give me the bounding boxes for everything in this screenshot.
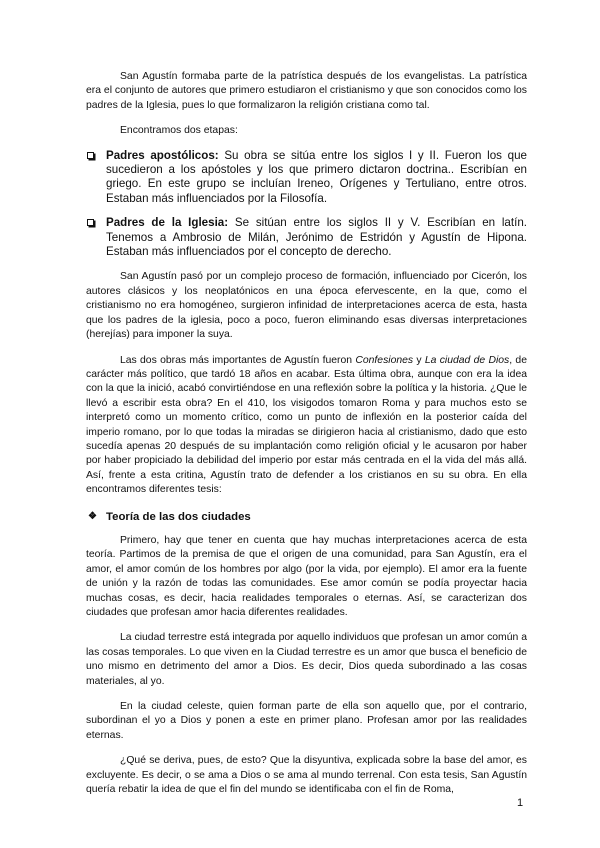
section-heading-text: Teoría de las dos ciudades (106, 510, 251, 523)
stage-title: Padres apostólicos: (106, 148, 219, 162)
stage-text: Su obra se sitúa entre los siglos I y II. Fueron los que sucedieron a los apóstoles y los que primero dictaron doctrina.. Escribían en griego. En este grupo se incluían Ireneo, Orígenes y Tertuliano, entre otros. Estaban más influenciados por la Filosofía. (106, 148, 527, 205)
earthly-city-paragraph: La ciudad terrestre está integrada por aquello individuos que profesan un amor común a las cosas temporales. Lo que viven en la Ciudad terrestre es un amor que busca el beneficio de uno mismo en detrimento del amor a Dios. Es decir, Dios queda subordinado a las cosas materiales, al yo. (86, 632, 527, 687)
conclusion-paragraph: ¿Qué se deriva, pues, de esto? Que la disyuntiva, explicada sobre la base del amor, es excluyente. Es decir, o se ama a Dios o se ama al mundo terrenal. Con esta tesis, San Agustín quería rebatir la idea de que el fin del mundo se identificaba con el fin de Roma, (86, 755, 527, 796)
stages-intro: Encontramos dos etapas: (120, 125, 238, 137)
works-text: , de carácter más político, que tardó 18 años en acabar. Esta última obra, aunque con era la idea con la que la inició, acabó convirtiéndose en una reflexión sobre la política y la historia. ¿Que le llevó a escribir esta obra? En el 410, los visigodos tomaron Roma y para muchos esto se interpretó como un momento crítico, como un punto de inflexión en la posterior caída del imperio romano, por lo que todas la miradas se dirigieron hacia al cristianismo, dado que esto sucedía apenas 20 después de su implantación como religión oficial y le acusaron por haber por haber propiciado la debilidad del imperio por estar más centrada en el la vida del más allá. Así, frente a esta critina, Agustín trato de defender a los cristianos en su su obra. En ella encontramos diferentes tesis: (86, 354, 527, 496)
theory-paragraph: Primero, hay que tener en cuenta que hay muchas interpretaciones acerca de esta teoría. Partimos de la premisa de que el origen de una comunidad, para San Agustín, era el amor, el amor común de los hombres por algo (por la vida, por ejemplo). El amor era la fuente de unión y la razón de todas las comunidades. Ese amor común se podía proyectar hacia muchas cosas, es decir, hacia realidades temporales o eternas. Así, se caracterizan dos ciudades que profesan amor hacia diferentes realidades. (86, 534, 527, 618)
works-paragraph (86, 354, 527, 498)
works-text: y (413, 354, 425, 366)
work-title-confesiones: Confesiones (355, 354, 414, 366)
section-heading (86, 510, 527, 524)
checkbox-bullet-icon (87, 219, 94, 226)
page-number: 1 (517, 797, 524, 809)
stage-item-apostolic (86, 149, 527, 207)
stage-text: Se sitúan entre los siglos II y V. Escribían en latín. Tenemos a Ambrosio de Milán, Jerónimo de Estridón y Agustín de Hipona. Estaban más influenciados por el concepto de derecho. (106, 216, 527, 259)
checkbox-bullet-icon (87, 152, 94, 159)
document-body (86, 70, 527, 797)
stage-item-church-fathers (86, 216, 527, 259)
formation-paragraph: San Agustín pasó por un complejo proceso de formación, influenciado por Cicerón, los autores clásicos y los neoplatónicos en una época efervescente, en la que, como el cristianismo no era homogéneo, surgieron infinidad de interpretaciones acerca de esta, hasta que los padres de la iglesia, poco a poco, fueron eliminando esas diversas interpretaciones (herejías) para imponer la suya. (86, 271, 527, 341)
intro-paragraph: San Agustín formaba parte de la patrística después de los evangelistas. La patrística era el conjunto de autores que primero estudiaron el cristianismo y que son conocidos como los padres de la Iglesia, pues lo que formalizaron la religión cristiana como tal. (86, 71, 527, 111)
heavenly-city-paragraph: En la ciudad celeste, quien forman parte de ella son aquello que, por el contrario, subordinan el yo a Dios y ponen a este en primer plano. Profesan amor por las realidades eternas. (86, 701, 527, 741)
work-title-ciudad-de-dios: La ciudad de Dios (424, 354, 510, 366)
diamond-bullet-icon: ❖ (88, 510, 97, 522)
stage-title: Padres de la Iglesia: (106, 216, 229, 230)
works-text: Las dos obras más importantes de Agustín fueron (120, 354, 356, 366)
